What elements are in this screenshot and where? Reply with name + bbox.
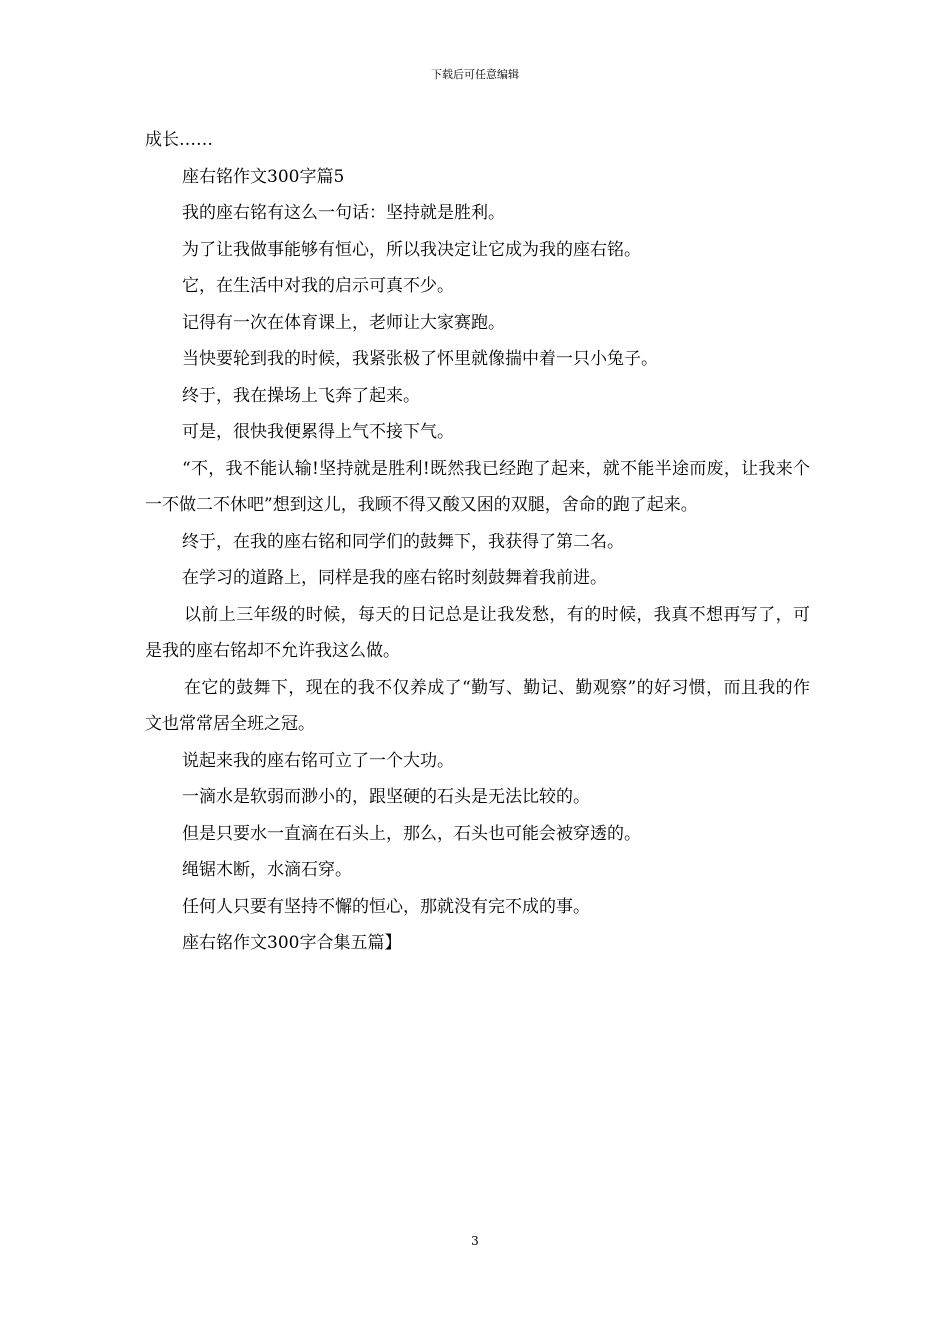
closing-title: 座右铭作文300字合集五篇】 <box>182 933 402 953</box>
paragraph: 终于，我在操场上飞奔了起来。 <box>182 385 420 406</box>
paragraph: 成长…… <box>145 130 213 150</box>
paragraph: 它，在生活中对我的启示可真不少。 <box>182 276 454 296</box>
document-body <box>145 122 810 962</box>
paragraph: 为了让我做事能够有恒心，所以我决定让它成为我的座右铭。 <box>182 239 641 260</box>
paragraph: 当快要轮到我的时候，我紧张极了怀里就像揣中着一只小兔子。 <box>182 349 658 369</box>
paragraph: 一滴水是软弱而渺小的，跟坚硬的石头是无法比较的。 <box>182 787 590 807</box>
paragraph: 记得有一次在体育课上，老师让大家赛跑。 <box>182 312 505 333</box>
paragraph: 可是，很快我便累得上气不接下气。 <box>182 422 454 442</box>
paragraph: 在它的鼓舞下，现在的我不仅养成了“勤写、勤记、勤观察”的好习惯，而且我的作文也常常居全班之冠。 <box>145 677 810 734</box>
paragraph: 我的座右铭有这么一句话：坚持就是胜利。 <box>182 203 505 223</box>
paragraph: 绳锯木断，水滴石穿。 <box>182 860 352 880</box>
page-header: 下载后可任意编辑 <box>431 68 519 81</box>
paragraph: 任何人只要有坚持不懈的恒心，那就没有完不成的事。 <box>182 896 590 917</box>
paragraph: 终于，在我的座右铭和同学们的鼓舞下，我获得了第二名。 <box>182 531 624 552</box>
paragraph: 说起来我的座右铭可立了一个大功。 <box>182 750 454 771</box>
paragraph: 以前上三年级的时候，每天的日记总是让我发愁，有的时候，我真不想再写了，可是我的座右铭却不允许我这么做。 <box>145 604 810 661</box>
paragraph: 在学习的道路上，同样是我的座右铭时刻鼓舞着我前进。 <box>182 568 607 588</box>
paragraph: “不，我不能认输!坚持就是胜利!既然我已经跑了起来，就不能半途而废，让我来个一不做二不休吧”想到这儿，我顾不得又酸又困的双腿，舍命的跑了起来。 <box>145 458 810 515</box>
paragraph: 但是只要水一直滴在石头上，那么，石头也可能会被穿透的。 <box>182 823 641 844</box>
section-title: 座右铭作文300字篇5 <box>182 166 345 187</box>
page-number: 3 <box>471 1234 479 1248</box>
